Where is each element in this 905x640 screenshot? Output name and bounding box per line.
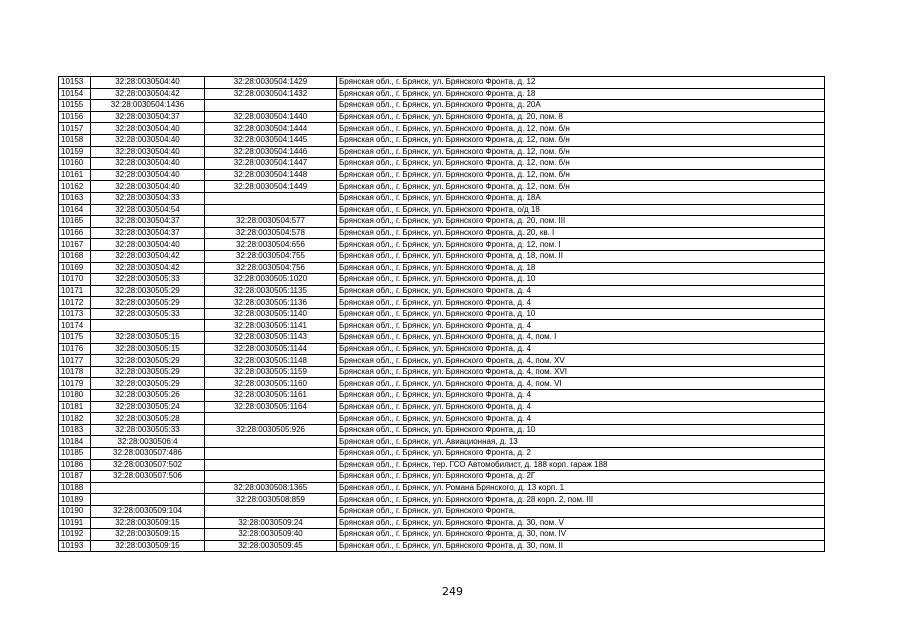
parcel-cadastral-number-cell: 32:28:0030507:502 xyxy=(91,459,205,471)
address-cell: Брянская обл., г. Брянск, ул. Брянского Фронта, д. 4, пом. XV xyxy=(337,355,825,367)
row-number-cell: 10173 xyxy=(59,308,91,320)
object-cadastral-number-cell: 32:28:0030504:577 xyxy=(205,216,337,228)
parcel-cadastral-number-cell: 32:28:0030504:40 xyxy=(91,77,205,89)
table-row xyxy=(59,285,825,297)
parcel-cadastral-number-cell: 32:28:0030504:1436 xyxy=(91,100,205,112)
parcel-cadastral-number-cell: 32:28:0030504:37 xyxy=(91,216,205,228)
object-cadastral-number-cell: 32:28:0030505:1148 xyxy=(205,355,337,367)
address-cell: Брянская обл., г. Брянск, тер. ГСО Автомобилист, д. 188 корп. гараж 188 xyxy=(337,459,825,471)
object-cadastral-number-cell: 32:28:0030504:1444 xyxy=(205,123,337,135)
parcel-cadastral-number-cell: 32:28:0030509:15 xyxy=(91,529,205,541)
object-cadastral-number-cell xyxy=(205,204,337,216)
row-number-cell: 10157 xyxy=(59,123,91,135)
object-cadastral-number-cell: 32:28:0030504:1432 xyxy=(205,88,337,100)
parcel-cadastral-number-cell: 32:28:0030505:26 xyxy=(91,390,205,402)
object-cadastral-number-cell xyxy=(205,100,337,112)
row-number-cell: 10159 xyxy=(59,146,91,158)
parcel-cadastral-number-cell: 32:28:0030505:15 xyxy=(91,343,205,355)
row-number-cell: 10192 xyxy=(59,529,91,541)
parcel-cadastral-number-cell: 32:28:0030509:15 xyxy=(91,540,205,552)
table-row xyxy=(59,134,825,146)
address-cell: Брянская обл., г. Брянск, ул. Брянского Фронта, д. 18 xyxy=(337,88,825,100)
parcel-cadastral-number-cell: 32:28:0030504:40 xyxy=(91,123,205,135)
table-row xyxy=(59,158,825,170)
table-row xyxy=(59,320,825,332)
property-table xyxy=(58,76,825,552)
table-row xyxy=(59,100,825,112)
address-cell: Брянская обл., г. Брянск, ул. Брянского Фронта, д. 4, пом. VI xyxy=(337,378,825,390)
object-cadastral-number-cell xyxy=(205,413,337,425)
parcel-cadastral-number-cell: 32:28:0030504:37 xyxy=(91,227,205,239)
parcel-cadastral-number-cell: 32:28:0030504:40 xyxy=(91,146,205,158)
parcel-cadastral-number-cell: 32:28:0030505:33 xyxy=(91,274,205,286)
parcel-cadastral-number-cell: 32:28:0030505:29 xyxy=(91,378,205,390)
row-number-cell: 10179 xyxy=(59,378,91,390)
address-cell: Брянская обл., г. Брянск, ул. Брянского Фронта, д. 4 xyxy=(337,320,825,332)
address-cell: Брянская обл., г. Брянск, ул. Брянского Фронта, д. 4 xyxy=(337,285,825,297)
row-number-cell: 10155 xyxy=(59,100,91,112)
row-number-cell: 10183 xyxy=(59,424,91,436)
table-row xyxy=(59,227,825,239)
row-number-cell: 10178 xyxy=(59,366,91,378)
table-row xyxy=(59,297,825,309)
object-cadastral-number-cell: 32:28:0030505:1160 xyxy=(205,378,337,390)
parcel-cadastral-number-cell: 32:28:0030504:54 xyxy=(91,204,205,216)
address-cell: Брянская обл., г. Брянск, ул. Брянского Фронта, д. 18, пом. II xyxy=(337,250,825,262)
object-cadastral-number-cell: 32:28:0030505:1159 xyxy=(205,366,337,378)
address-cell: Брянская обл., г. Брянск, ул. Брянского Фронта, д. 12, пом. б/н xyxy=(337,169,825,181)
table-row xyxy=(59,169,825,181)
parcel-cadastral-number-cell: 32:28:0030504:42 xyxy=(91,262,205,274)
row-number-cell: 10172 xyxy=(59,297,91,309)
row-number-cell: 10177 xyxy=(59,355,91,367)
row-number-cell: 10164 xyxy=(59,204,91,216)
object-cadastral-number-cell: 32:28:0030504:1429 xyxy=(205,77,337,89)
parcel-cadastral-number-cell: 32:28:0030504:42 xyxy=(91,250,205,262)
row-number-cell: 10168 xyxy=(59,250,91,262)
table-row xyxy=(59,471,825,483)
address-cell: Брянская обл., г. Брянск, ул. Брянского Фронта, д. 18 xyxy=(337,262,825,274)
address-cell: Брянская обл., г. Брянск, ул. Брянского Фронта, xyxy=(337,505,825,517)
parcel-cadastral-number-cell: 32:28:0030505:29 xyxy=(91,285,205,297)
table-row xyxy=(59,239,825,251)
object-cadastral-number-cell: 32:28:0030504:1445 xyxy=(205,134,337,146)
object-cadastral-number-cell xyxy=(205,471,337,483)
object-cadastral-number-cell: 32:28:0030504:1448 xyxy=(205,169,337,181)
object-cadastral-number-cell: 32:28:0030504:578 xyxy=(205,227,337,239)
row-number-cell: 10185 xyxy=(59,448,91,460)
row-number-cell: 10189 xyxy=(59,494,91,506)
table-body xyxy=(59,77,825,552)
row-number-cell: 10165 xyxy=(59,216,91,228)
address-cell: Брянская обл., г. Брянск, ул. Брянского Фронта, д. 12, пом. б/н xyxy=(337,123,825,135)
object-cadastral-number-cell xyxy=(205,505,337,517)
table-row xyxy=(59,123,825,135)
table-row xyxy=(59,181,825,193)
parcel-cadastral-number-cell: 32:28:0030504:42 xyxy=(91,88,205,100)
row-number-cell: 10190 xyxy=(59,505,91,517)
row-number-cell: 10184 xyxy=(59,436,91,448)
address-cell: Брянская обл., г. Брянск, ул. Брянского Фронта, д. 30, пом. II xyxy=(337,540,825,552)
table-row xyxy=(59,355,825,367)
table-row xyxy=(59,308,825,320)
row-number-cell: 10176 xyxy=(59,343,91,355)
table-row xyxy=(59,505,825,517)
row-number-cell: 10182 xyxy=(59,413,91,425)
address-cell: Брянская обл., г. Брянск, ул. Брянского Фронта, д. 12, пом. б/н xyxy=(337,146,825,158)
object-cadastral-number-cell: 32:28:0030509:45 xyxy=(205,540,337,552)
row-number-cell: 10160 xyxy=(59,158,91,170)
row-number-cell: 10171 xyxy=(59,285,91,297)
row-number-cell: 10163 xyxy=(59,192,91,204)
parcel-cadastral-number-cell: 32:28:0030507:506 xyxy=(91,471,205,483)
table-row xyxy=(59,517,825,529)
table-row xyxy=(59,448,825,460)
address-cell: Брянская обл., г. Брянск, ул. Брянского Фронта, д. 10 xyxy=(337,274,825,286)
address-cell: Брянская обл., г. Брянск, ул. Брянского Фронта, д. 30, пом. V xyxy=(337,517,825,529)
parcel-cadastral-number-cell: 32:28:0030505:29 xyxy=(91,297,205,309)
parcel-cadastral-number-cell: 32:28:0030505:15 xyxy=(91,332,205,344)
address-cell: Брянская обл., г. Брянск, ул. Брянского Фронта, д. 4 xyxy=(337,401,825,413)
address-cell: Брянская обл., г. Брянск, ул. Брянского Фронта, д. 28 корп. 2, пом. III xyxy=(337,494,825,506)
object-cadastral-number-cell xyxy=(205,448,337,460)
object-cadastral-number-cell: 32:28:0030505:1143 xyxy=(205,332,337,344)
object-cadastral-number-cell: 32:28:0030504:1440 xyxy=(205,111,337,123)
row-number-cell: 10162 xyxy=(59,181,91,193)
address-cell: Брянская обл., г. Брянск, ул. Брянского Фронта, д. 4, пом. I xyxy=(337,332,825,344)
row-number-cell: 10158 xyxy=(59,134,91,146)
table-row xyxy=(59,436,825,448)
row-number-cell: 10193 xyxy=(59,540,91,552)
parcel-cadastral-number-cell: 32:28:0030504:40 xyxy=(91,134,205,146)
address-cell: Брянская обл., г. Брянск, ул. Брянского Фронта, д. 12 xyxy=(337,77,825,89)
row-number-cell: 10175 xyxy=(59,332,91,344)
object-cadastral-number-cell xyxy=(205,459,337,471)
address-cell: Брянская обл., г. Брянск, ул. Брянского Фронта, д. 12, пом. б/н xyxy=(337,134,825,146)
table-row xyxy=(59,459,825,471)
parcel-cadastral-number-cell: 32:28:0030505:24 xyxy=(91,401,205,413)
object-cadastral-number-cell: 32:28:0030504:756 xyxy=(205,262,337,274)
address-cell: Брянская обл., г. Брянск, ул. Брянского Фронта, д. 12, пом. б/н xyxy=(337,158,825,170)
table-row xyxy=(59,540,825,552)
parcel-cadastral-number-cell: 32:28:0030504:40 xyxy=(91,169,205,181)
table-row xyxy=(59,216,825,228)
table-row xyxy=(59,88,825,100)
address-cell: Брянская обл., г. Брянск, ул. Брянского Фронта, д. 4 xyxy=(337,343,825,355)
row-number-cell: 10156 xyxy=(59,111,91,123)
address-cell: Брянская обл., г. Брянск, ул. Романа Брянского, д. 13 корп. 1 xyxy=(337,482,825,494)
row-number-cell: 10169 xyxy=(59,262,91,274)
object-cadastral-number-cell: 32:28:0030505:1144 xyxy=(205,343,337,355)
address-cell: Брянская обл., г. Брянск, ул. Брянского Фронта, о/д 18 xyxy=(337,204,825,216)
row-number-cell: 10191 xyxy=(59,517,91,529)
table-row xyxy=(59,424,825,436)
object-cadastral-number-cell: 32:28:0030509:40 xyxy=(205,529,337,541)
object-cadastral-number-cell xyxy=(205,192,337,204)
parcel-cadastral-number-cell: 32:28:0030505:29 xyxy=(91,355,205,367)
address-cell: Брянская обл., г. Брянск, ул. Брянского Фронта, д. 10 xyxy=(337,308,825,320)
table-row xyxy=(59,146,825,158)
object-cadastral-number-cell: 32:28:0030505:1136 xyxy=(205,297,337,309)
row-number-cell: 10186 xyxy=(59,459,91,471)
address-cell: Брянская обл., г. Брянск, ул. Брянского Фронта, д. 20, кв. I xyxy=(337,227,825,239)
object-cadastral-number-cell: 32:28:0030509:24 xyxy=(205,517,337,529)
row-number-cell: 10180 xyxy=(59,390,91,402)
table-row xyxy=(59,192,825,204)
object-cadastral-number-cell: 32:28:0030505:926 xyxy=(205,424,337,436)
address-cell: Брянская обл., г. Брянск, ул. Брянского Фронта, д. 20, пом. III xyxy=(337,216,825,228)
address-cell: Брянская обл., г. Брянск, ул. Брянского Фронта, д. 12, пом. б/н xyxy=(337,181,825,193)
parcel-cadastral-number-cell: 32:28:0030509:104 xyxy=(91,505,205,517)
object-cadastral-number-cell: 32:28:0030504:656 xyxy=(205,239,337,251)
table-row xyxy=(59,77,825,89)
object-cadastral-number-cell: 32:28:0030504:1449 xyxy=(205,181,337,193)
parcel-cadastral-number-cell: 32:28:0030504:40 xyxy=(91,239,205,251)
address-cell: Брянская обл., г. Брянск, ул. Брянского Фронта, д. 2 xyxy=(337,448,825,460)
row-number-cell: 10153 xyxy=(59,77,91,89)
parcel-cadastral-number-cell: 32:28:0030505:29 xyxy=(91,366,205,378)
parcel-cadastral-number-cell: 32:28:0030504:40 xyxy=(91,158,205,170)
object-cadastral-number-cell: 32:28:0030508:1365 xyxy=(205,482,337,494)
object-cadastral-number-cell: 32:28:0030505:1020 xyxy=(205,274,337,286)
table-row xyxy=(59,494,825,506)
object-cadastral-number-cell: 32:28:0030504:755 xyxy=(205,250,337,262)
row-number-cell: 10167 xyxy=(59,239,91,251)
page-number: 249 xyxy=(442,585,463,598)
address-cell: Брянская обл., г. Брянск, ул. Брянского Фронта, д. 2Г xyxy=(337,471,825,483)
object-cadastral-number-cell: 32:28:0030505:1161 xyxy=(205,390,337,402)
table-row xyxy=(59,343,825,355)
address-cell: Брянская обл., г. Брянск, ул. Авиационная, д. 13 xyxy=(337,436,825,448)
parcel-cadastral-number-cell: 32:28:0030505:33 xyxy=(91,308,205,320)
object-cadastral-number-cell: 32:28:0030504:1446 xyxy=(205,146,337,158)
address-cell: Брянская обл., г. Брянск, ул. Брянского Фронта, д. 4 xyxy=(337,297,825,309)
object-cadastral-number-cell: 32:28:0030505:1140 xyxy=(205,308,337,320)
table-row xyxy=(59,250,825,262)
parcel-cadastral-number-cell: 32:28:0030505:28 xyxy=(91,413,205,425)
table-row xyxy=(59,111,825,123)
address-cell: Брянская обл., г. Брянск, ул. Брянского Фронта, д. 4, пом. XVI xyxy=(337,366,825,378)
address-cell: Брянская обл., г. Брянск, ул. Брянского Фронта, д. 30, пом. IV xyxy=(337,529,825,541)
parcel-cadastral-number-cell: 32:28:0030509:15 xyxy=(91,517,205,529)
address-cell: Брянская обл., г. Брянск, ул. Брянского Фронта, д. 18А xyxy=(337,192,825,204)
table-row xyxy=(59,482,825,494)
parcel-cadastral-number-cell: 32:28:0030504:33 xyxy=(91,192,205,204)
address-cell: Брянская обл., г. Брянск, ул. Брянского Фронта, д. 4 xyxy=(337,390,825,402)
parcel-cadastral-number-cell: 32:28:0030504:40 xyxy=(91,181,205,193)
row-number-cell: 10187 xyxy=(59,471,91,483)
table-row xyxy=(59,378,825,390)
object-cadastral-number-cell: 32:28:0030504:1447 xyxy=(205,158,337,170)
object-cadastral-number-cell: 32:28:0030508:859 xyxy=(205,494,337,506)
parcel-cadastral-number-cell: 32:28:0030505:33 xyxy=(91,424,205,436)
row-number-cell: 10166 xyxy=(59,227,91,239)
address-cell: Брянская обл., г. Брянск, ул. Брянского Фронта, д. 4 xyxy=(337,413,825,425)
table-row xyxy=(59,390,825,402)
address-cell: Брянская обл., г. Брянск, ул. Брянского Фронта, д. 12, пом. I xyxy=(337,239,825,251)
table-row xyxy=(59,366,825,378)
parcel-cadastral-number-cell xyxy=(91,494,205,506)
table-row xyxy=(59,332,825,344)
parcel-cadastral-number-cell: 32:28:0030507:486 xyxy=(91,448,205,460)
object-cadastral-number-cell: 32:28:0030505:1164 xyxy=(205,401,337,413)
table-row xyxy=(59,262,825,274)
table-row xyxy=(59,529,825,541)
table-row xyxy=(59,413,825,425)
address-cell: Брянская обл., г. Брянск, ул. Брянского Фронта, д. 10 xyxy=(337,424,825,436)
address-cell: Брянская обл., г. Брянск, ул. Брянского Фронта, д. 20, пом. 8 xyxy=(337,111,825,123)
object-cadastral-number-cell xyxy=(205,436,337,448)
object-cadastral-number-cell: 32:28:0030505:1135 xyxy=(205,285,337,297)
address-cell: Брянская обл., г. Брянск, ул. Брянского Фронта, д. 20А xyxy=(337,100,825,112)
table-row xyxy=(59,274,825,286)
row-number-cell: 10174 xyxy=(59,320,91,332)
table-row xyxy=(59,204,825,216)
object-cadastral-number-cell: 32:28:0030505:1141 xyxy=(205,320,337,332)
table-row xyxy=(59,401,825,413)
row-number-cell: 10161 xyxy=(59,169,91,181)
row-number-cell: 10154 xyxy=(59,88,91,100)
parcel-cadastral-number-cell xyxy=(91,320,205,332)
parcel-cadastral-number-cell: 32:28:0030506:4 xyxy=(91,436,205,448)
parcel-cadastral-number-cell xyxy=(91,482,205,494)
row-number-cell: 10181 xyxy=(59,401,91,413)
parcel-cadastral-number-cell: 32:28:0030504:37 xyxy=(91,111,205,123)
row-number-cell: 10170 xyxy=(59,274,91,286)
row-number-cell: 10188 xyxy=(59,482,91,494)
